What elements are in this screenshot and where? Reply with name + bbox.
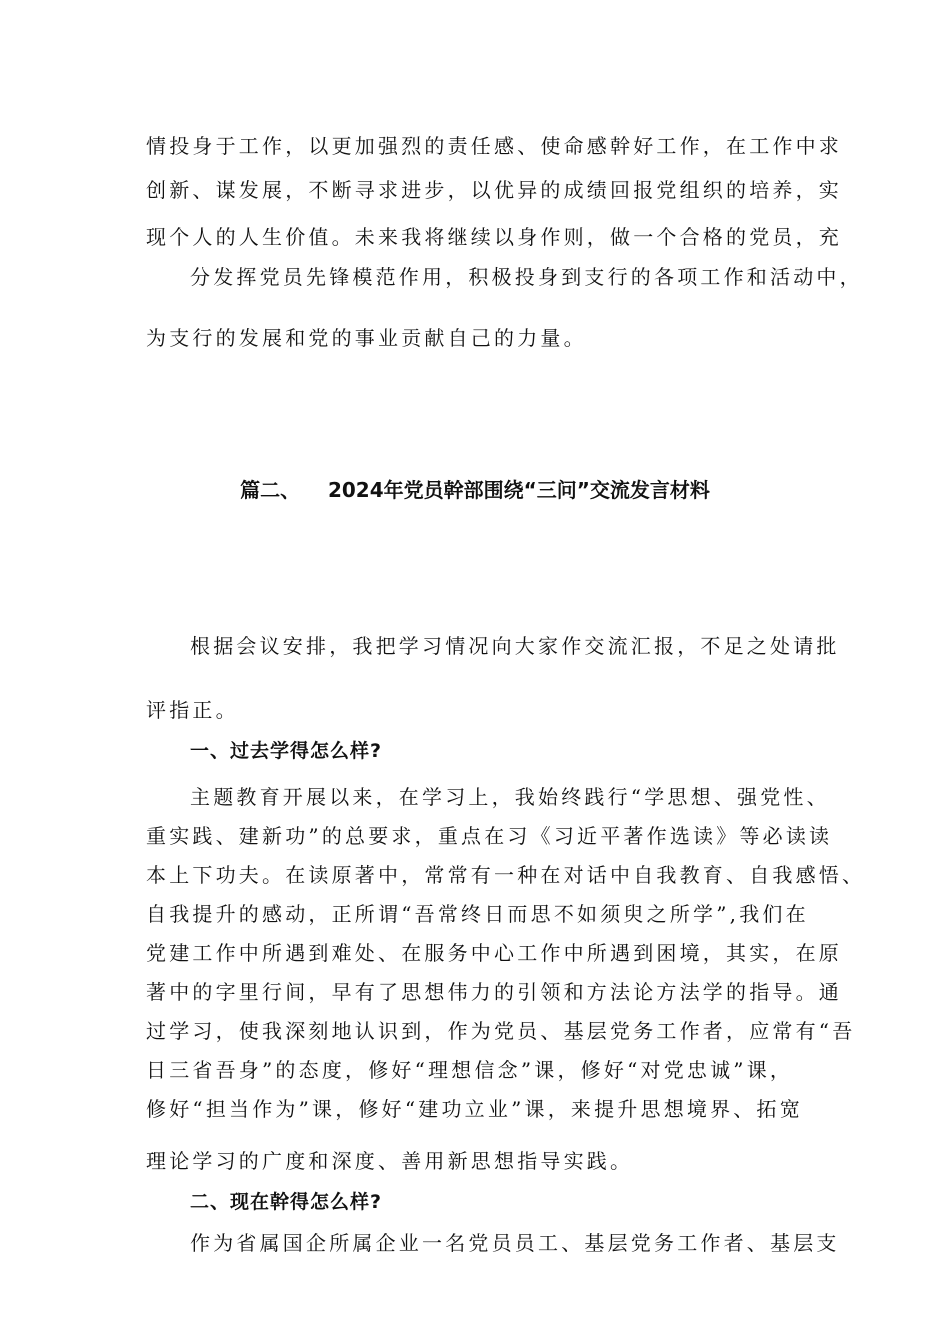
body-line: 情投身于工作，以更加强烈的责任感、使命感幹好工作，在工作中求: [146, 134, 842, 158]
body-line: 著中的字里行间，早有了思想伟力的引领和方法论方法学的指导。通: [146, 980, 842, 1004]
body-line: 过学习，使我深刻地认识到，作为党员、基层党务工作者，应常有“吾: [146, 1019, 856, 1043]
body-line: 自我提升的感动，正所谓“吾常终日而思不如须臾之所学”,我们在: [146, 902, 809, 926]
section-title: 篇二、 2024年党员幹部围绕“三问”交流发言材料: [240, 478, 710, 502]
body-line: 主题教育开展以来，在学习上，我始终践行“学思想、强党性、: [190, 785, 830, 809]
body-line: 为支行的发展和党的事业贡献自己的力量。: [146, 326, 587, 350]
body-line: 理论学习的广度和深度、善用新思想指导实践。: [146, 1149, 634, 1173]
body-line: 评指正。: [146, 698, 239, 722]
body-line: 党建工作中所遇到难处、在服务中心工作中所遇到困境，其实，在原: [146, 941, 842, 965]
body-line: 分发挥党员先锋模范作用，积极投身到支行的各项工作和活动中，: [190, 265, 863, 289]
body-line: 重实践、建新功”的总要求，重点在习《习近平著作选读》等必读读: [146, 824, 833, 848]
body-line: 现个人的人生价值。未来我将继续以身作则，做一个合格的党员，充: [146, 225, 842, 249]
heading-1: 一、过去学得怎么样?: [190, 740, 383, 762]
body-line: 日三省吾身”的态度，修好“理想信念”课，修好“对党忠诚”课，: [146, 1058, 794, 1082]
body-line: 本上下功夫。在读原著中，常常有一种在对话中自我教育、自我感悟、: [146, 863, 866, 887]
body-line: 根据会议安排，我把学习情况向大家作交流汇报，不足之处请批: [190, 634, 840, 658]
body-line: 修好“担当作为”课，修好“建功立业”课，来提升思想境界、拓宽: [146, 1097, 803, 1121]
heading-2: 二、现在幹得怎么样?: [190, 1191, 383, 1213]
body-line: 创新、谋发展，不断寻求进步，以优异的成绩回报党组织的培养，实: [146, 178, 842, 202]
body-line: 作为省属国企所属企业一名党员员工、基层党务工作者、基层支: [190, 1231, 840, 1255]
